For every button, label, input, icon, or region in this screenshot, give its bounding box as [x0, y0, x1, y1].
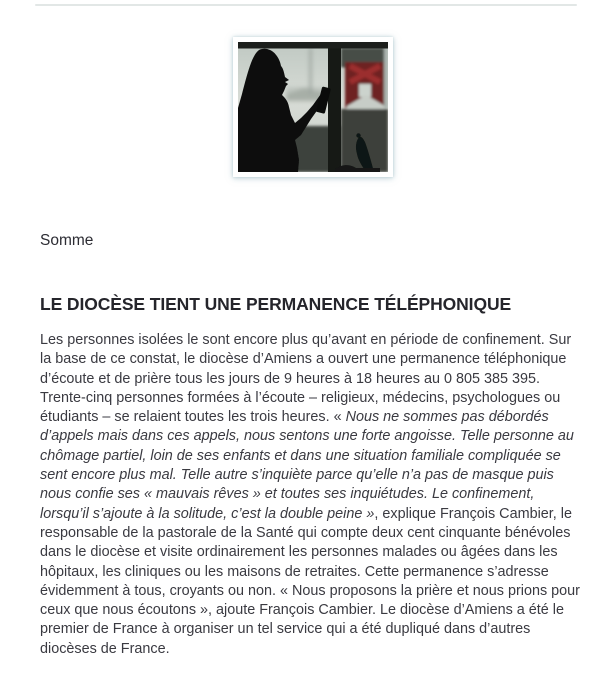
top-divider: [35, 4, 577, 6]
category-label: Somme: [40, 232, 94, 249]
photo-window-mullion: [328, 42, 341, 172]
article-photo-frame: [233, 37, 393, 177]
article-body: Les personnes isolées le sont encore plus qu’avant en période de confinement. Sur la base de ce constat, le diocèse d’Amiens a ouvert une permanence téléphonique d’écoute et de prière tous les jours de 9 heures à 18 heures au 0 805 385 395. Trente-cinq personnes formées à l’écoute – religieux, médecins, psychologues ou étudiants – se relaient toutes les trois heures. « Nous ne sommes pas débordés d’appels mais dans ces appels, nous sentons une forte angoisse. Telle personne au chômage partiel, loin de ses enfants et dans une situation familiale compliquée se sent encore plus mal. Telle autre s’inquiète parce qu’elle n’a pas de masque puis nous confie ses « mauvais rêves » et toutes ses inquiétudes. Le confinement, lorsqu’il s’ajoute à la solitude, c’est la double peine », explique François Cambier, le responsable de la pastorale de la Santé qui compte deux cent cinquante bénévoles dans le diocèse et visite ordinairement les personnes malades ou âgées dans les hôpitaux, les cliniques ou les maisons de retraites. Cette permanence s’adresse évidemment à tous, croyants ou non. « Nous proposons la prière et nous prions pour ceux que nous écoutons », ajoute François Cambier. Le diocèse d’Amiens a été le premier de France à organiser un tel service qui a été dupliqué dans d’autres diocèses de France.: [40, 332, 580, 657]
article-title: LE DIOCÈSE TIENT UNE PERMANENCE TÉLÉPHONIQUE: [40, 294, 512, 314]
article-photo: [238, 42, 388, 172]
photo-window-top-frame: [238, 42, 388, 49]
